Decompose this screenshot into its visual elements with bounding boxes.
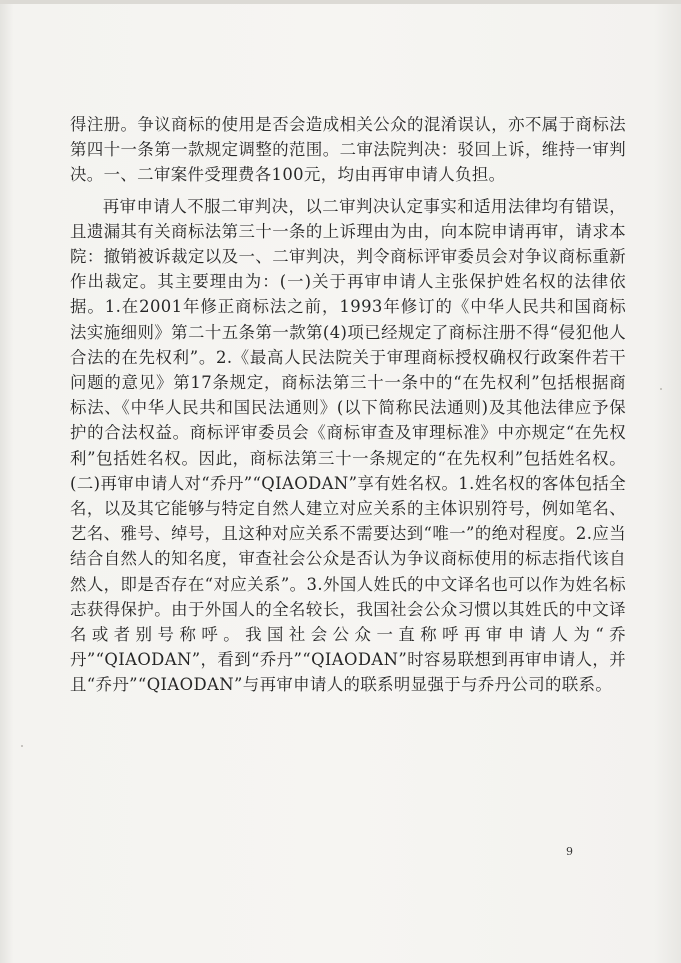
scan-speck [21,745,23,747]
scan-top-edge [0,0,681,4]
scan-speck [660,388,662,390]
page-number: 9 [566,845,573,858]
document-body [70,112,626,698]
paragraph-retrial-reasons: 再审申请人不服二审判决，以二审判决认定事实和适用法律均有错误，且遗漏其有关商标法第三十一条的上诉理由为由，向本院申请再审，请求本院：撤销被诉裁定以及一、二审判决，判令商标评审委员会对争议商标重新作出裁定。其主要理由为：(一)关于再审申请人主张保护姓名权的法律依据。1.在2001年修正商标法之前，1993年修订的《中华人民共和国商标法实施细则》第二十五条第一款第(4)项已经规定了商标注册不得“侵犯他人合法的在先权利”。2.《最高人民法院关于审理商标授权确权行政案件若干问题的意见》第17条规定，商标法第三十一条中的“在先权利”包括根据商标法、《中华人民共和国民法通则》(以下简称民法通则)及其他法律应予保护的合法权益。商标评审委员会《商标审查及审理标准》中亦规定“在先权利”包括姓名权。因此，商标法第三十一条规定的“在先权利”包括姓名权。(二)再审申请人对“乔丹”“QIAODAN”享有姓名权。1.姓名权的客体包括全名，以及其它能够与特定自然人建立对应关系的主体识别符号，例如笔名、艺名、雅号、绰号，且这种对应关系不需要达到“唯一”的绝对程度。2.应当结合自然人的知名度，审查社会公众是否认为争议商标使用的标志指代该自然人，即是否存在“对应关系”。3.外国人姓氏的中文译名也可以作为姓名标志获得保护。由于外国人的全名较长，我国社会公众习惯以其姓氏的中文译名或者别号称呼。我国社会公众一直称呼再审申请人为“乔丹”“QIAODAN”，看到“乔丹”“QIAODAN”时容易联想到再审申请人，并且“乔丹”“QIAODAN”与再审申请人的联系明显强于与乔丹公司的联系。 [70,196,626,695]
paragraph-judgment-summary: 得注册。争议商标的使用是否会造成相关公众的混淆误认，亦不属于商标法第四十一条第一款规定调整的范围。二审法院判决：驳回上诉，维持一审判决。一、二审案件受理费各100元，均由再审申请人负担。 [70,115,626,185]
